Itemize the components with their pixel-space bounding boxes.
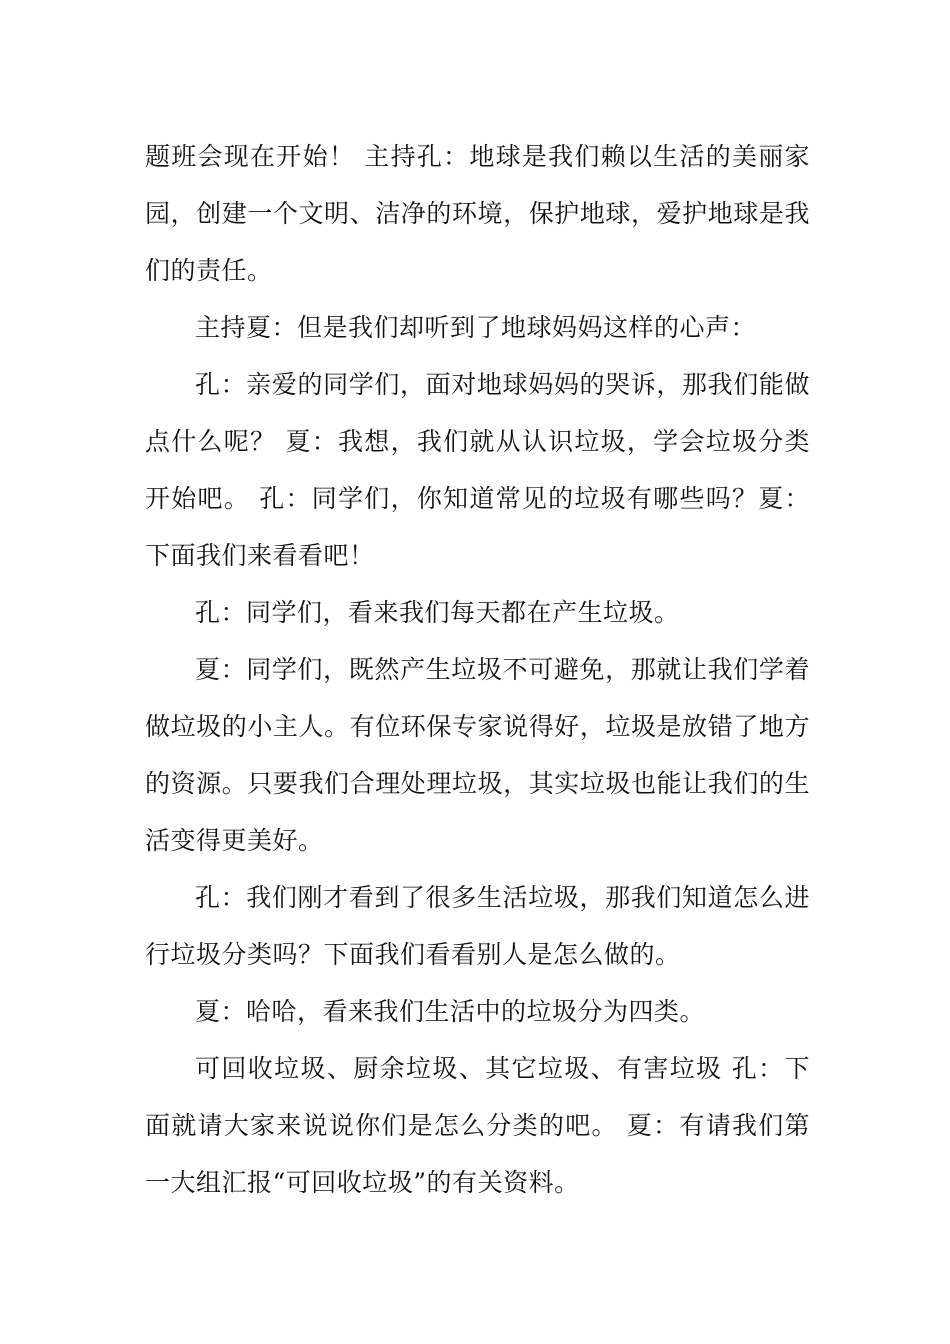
document-body [145,128,810,1211]
paragraph-6: 孔：我们刚才看到了很多生活垃圾，那我们知道怎么进行垃圾分类吗？下面我们看看别人是怎么做的。 [145,883,810,969]
paragraph-2: 主持夏：但是我们却听到了地球妈妈这样的心声： [195,313,757,342]
paragraph-7: 夏：哈哈，看来我们生活中的垃圾分为四类。 [195,997,706,1026]
paragraph-1: 题班会现在开始！ 主持孔：地球是我们赖以生活的美丽家园，创建一个文明、洁净的环境，保护地球，爱护地球是我们的责任。 [145,142,810,285]
paragraph-5: 夏：同学们，既然产生垃圾不可避免，那就让我们学着做垃圾的小主人。有位环保专家说得好，垃圾是放错了地方的资源。只要我们合理处理垃圾，其实垃圾也能让我们的生活变得更美好。 [145,655,810,855]
paragraph-3: 孔：亲爱的同学们，面对地球妈妈的哭诉，那我们能做点什么呢？ 夏：我想，我们就从认识垃圾，学会垃圾分类开始吧。 孔：同学们，你知道常见的垃圾有哪些吗？夏：下面我们来看看吧！ [145,370,810,570]
paragraph-4: 孔：同学们，看来我们每天都在产生垃圾。 [195,598,680,627]
paragraph-8: 可回收垃圾、厨余垃圾、其它垃圾、有害垃圾 孔：下面就请大家来说说你们是怎么分类的吧。 夏：有请我们第一大组汇报“可回收垃圾”的有关资料。 [145,1054,810,1197]
